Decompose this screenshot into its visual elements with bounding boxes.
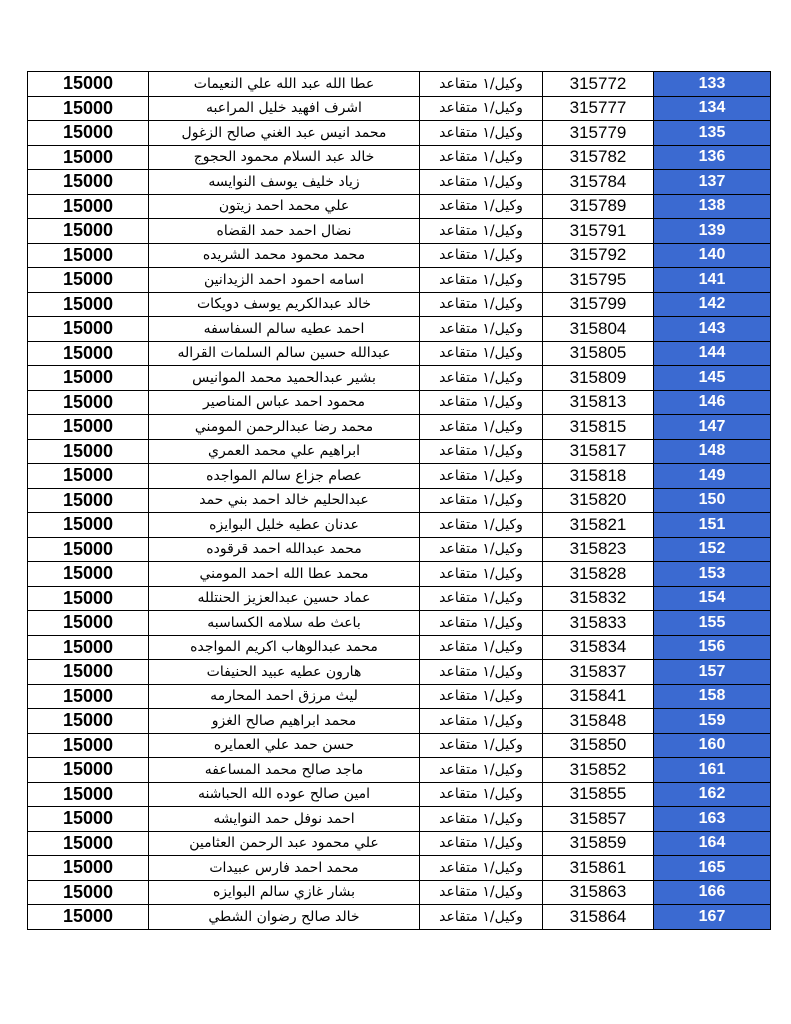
- amount-cell: 15000: [28, 219, 149, 244]
- table-row: [28, 464, 771, 489]
- amount-cell: 15000: [28, 733, 149, 758]
- rank-cell: وكيل/١ متقاعد: [420, 880, 543, 905]
- amount-cell: 15000: [28, 464, 149, 489]
- rank-cell: وكيل/١ متقاعد: [420, 856, 543, 881]
- id-number-cell: 315804: [543, 317, 654, 342]
- table-row: [28, 317, 771, 342]
- sequence-number-cell: 135: [654, 121, 771, 146]
- table-row: [28, 758, 771, 783]
- id-number-cell: 315805: [543, 341, 654, 366]
- name-cell: ماجد صالح محمد المساعفه: [149, 758, 420, 783]
- rank-cell: وكيل/١ متقاعد: [420, 782, 543, 807]
- name-cell: محمد عبدالوهاب اكريم المواجده: [149, 635, 420, 660]
- table-row: [28, 488, 771, 513]
- name-cell: خالد عبد السلام محمود الحجوج: [149, 145, 420, 170]
- amount-cell: 15000: [28, 856, 149, 881]
- id-number-cell: 315813: [543, 390, 654, 415]
- id-number-cell: 315789: [543, 194, 654, 219]
- id-number-cell: 315864: [543, 905, 654, 930]
- sequence-number-cell: 136: [654, 145, 771, 170]
- id-number-cell: 315795: [543, 268, 654, 293]
- table-row: [28, 170, 771, 195]
- rank-cell: وكيل/١ متقاعد: [420, 341, 543, 366]
- table-row: [28, 660, 771, 685]
- id-number-cell: 315857: [543, 807, 654, 832]
- sequence-number-cell: 145: [654, 366, 771, 391]
- table-row: [28, 807, 771, 832]
- amount-cell: 15000: [28, 782, 149, 807]
- sequence-number-cell: 159: [654, 709, 771, 734]
- sequence-number-cell: 141: [654, 268, 771, 293]
- table-row: [28, 831, 771, 856]
- amount-cell: 15000: [28, 831, 149, 856]
- sequence-number-cell: 134: [654, 96, 771, 121]
- sequence-number-cell: 140: [654, 243, 771, 268]
- name-cell: عطا الله عبد الله علي النعيمات: [149, 72, 420, 97]
- id-number-cell: 315792: [543, 243, 654, 268]
- name-cell: محمد عبدالله احمد قرقوده: [149, 537, 420, 562]
- name-cell: نضال احمد حمد القضاه: [149, 219, 420, 244]
- rank-cell: وكيل/١ متقاعد: [420, 684, 543, 709]
- name-cell: محمد ابراهيم صالح الغزو: [149, 709, 420, 734]
- rank-cell: وكيل/١ متقاعد: [420, 366, 543, 391]
- amount-cell: 15000: [28, 170, 149, 195]
- id-number-cell: 315772: [543, 72, 654, 97]
- id-number-cell: 315841: [543, 684, 654, 709]
- sequence-number-cell: 165: [654, 856, 771, 881]
- sequence-number-cell: 148: [654, 439, 771, 464]
- table-row: [28, 72, 771, 97]
- id-number-cell: 315809: [543, 366, 654, 391]
- sequence-number-cell: 144: [654, 341, 771, 366]
- name-cell: هارون عطيه عبيد الحنيفات: [149, 660, 420, 685]
- sequence-number-cell: 167: [654, 905, 771, 930]
- id-number-cell: 315833: [543, 611, 654, 636]
- id-number-cell: 315821: [543, 513, 654, 538]
- name-cell: محمد عطا الله احمد المومني: [149, 562, 420, 587]
- name-cell: علي محمود عبد الرحمن العثامين: [149, 831, 420, 856]
- name-cell: اشرف افهيد خليل المراعبه: [149, 96, 420, 121]
- name-cell: عصام جزاع سالم المواجده: [149, 464, 420, 489]
- rank-cell: وكيل/١ متقاعد: [420, 635, 543, 660]
- name-cell: بشار غازي سالم البوايزه: [149, 880, 420, 905]
- name-cell: محمد انيس عبد الغني صالح الزغول: [149, 121, 420, 146]
- table-row: [28, 366, 771, 391]
- rank-cell: وكيل/١ متقاعد: [420, 905, 543, 930]
- id-number-cell: 315777: [543, 96, 654, 121]
- sequence-number-cell: 157: [654, 660, 771, 685]
- beneficiary-table: [27, 71, 771, 930]
- amount-cell: 15000: [28, 366, 149, 391]
- rank-cell: وكيل/١ متقاعد: [420, 145, 543, 170]
- table-row: [28, 611, 771, 636]
- table-row: [28, 905, 771, 930]
- sequence-number-cell: 161: [654, 758, 771, 783]
- table-row: [28, 219, 771, 244]
- id-number-cell: 315818: [543, 464, 654, 489]
- amount-cell: 15000: [28, 562, 149, 587]
- sequence-number-cell: 133: [654, 72, 771, 97]
- table-row: [28, 537, 771, 562]
- id-number-cell: 315832: [543, 586, 654, 611]
- amount-cell: 15000: [28, 243, 149, 268]
- table-row: [28, 243, 771, 268]
- table-row: [28, 439, 771, 464]
- sequence-number-cell: 154: [654, 586, 771, 611]
- name-cell: خالد عبدالكريم يوسف دويكات: [149, 292, 420, 317]
- rank-cell: وكيل/١ متقاعد: [420, 121, 543, 146]
- table-row: [28, 390, 771, 415]
- amount-cell: 15000: [28, 121, 149, 146]
- table-row: [28, 415, 771, 440]
- id-number-cell: 315782: [543, 145, 654, 170]
- rank-cell: وكيل/١ متقاعد: [420, 243, 543, 268]
- rank-cell: وكيل/١ متقاعد: [420, 268, 543, 293]
- id-number-cell: 315852: [543, 758, 654, 783]
- rank-cell: وكيل/١ متقاعد: [420, 758, 543, 783]
- rank-cell: وكيل/١ متقاعد: [420, 170, 543, 195]
- rank-cell: وكيل/١ متقاعد: [420, 709, 543, 734]
- amount-cell: 15000: [28, 709, 149, 734]
- amount-cell: 15000: [28, 660, 149, 685]
- id-number-cell: 315820: [543, 488, 654, 513]
- rank-cell: وكيل/١ متقاعد: [420, 219, 543, 244]
- id-number-cell: 315834: [543, 635, 654, 660]
- amount-cell: 15000: [28, 586, 149, 611]
- table-row: [28, 96, 771, 121]
- table-row: [28, 586, 771, 611]
- amount-cell: 15000: [28, 611, 149, 636]
- rank-cell: وكيل/١ متقاعد: [420, 488, 543, 513]
- sequence-number-cell: 163: [654, 807, 771, 832]
- amount-cell: 15000: [28, 635, 149, 660]
- name-cell: باعث طه سلامه الكساسبه: [149, 611, 420, 636]
- rank-cell: وكيل/١ متقاعد: [420, 194, 543, 219]
- table-row: [28, 145, 771, 170]
- table-row: [28, 684, 771, 709]
- amount-cell: 15000: [28, 268, 149, 293]
- sequence-number-cell: 152: [654, 537, 771, 562]
- rank-cell: وكيل/١ متقاعد: [420, 807, 543, 832]
- sequence-number-cell: 143: [654, 317, 771, 342]
- sequence-number-cell: 151: [654, 513, 771, 538]
- rank-cell: وكيل/١ متقاعد: [420, 660, 543, 685]
- rank-cell: وكيل/١ متقاعد: [420, 96, 543, 121]
- sequence-number-cell: 146: [654, 390, 771, 415]
- sequence-number-cell: 149: [654, 464, 771, 489]
- sequence-number-cell: 139: [654, 219, 771, 244]
- amount-cell: 15000: [28, 807, 149, 832]
- amount-cell: 15000: [28, 513, 149, 538]
- sequence-number-cell: 137: [654, 170, 771, 195]
- sequence-number-cell: 164: [654, 831, 771, 856]
- amount-cell: 15000: [28, 880, 149, 905]
- id-number-cell: 315784: [543, 170, 654, 195]
- id-number-cell: 315799: [543, 292, 654, 317]
- table-row: [28, 782, 771, 807]
- name-cell: زياد خليف يوسف النوايسه: [149, 170, 420, 195]
- id-number-cell: 315859: [543, 831, 654, 856]
- rank-cell: وكيل/١ متقاعد: [420, 513, 543, 538]
- table-row: [28, 121, 771, 146]
- rank-cell: وكيل/١ متقاعد: [420, 562, 543, 587]
- rank-cell: وكيل/١ متقاعد: [420, 831, 543, 856]
- amount-cell: 15000: [28, 145, 149, 170]
- id-number-cell: 315815: [543, 415, 654, 440]
- amount-cell: 15000: [28, 194, 149, 219]
- id-number-cell: 315823: [543, 537, 654, 562]
- amount-cell: 15000: [28, 341, 149, 366]
- table-row: [28, 856, 771, 881]
- amount-cell: 15000: [28, 758, 149, 783]
- id-number-cell: 315850: [543, 733, 654, 758]
- name-cell: امين صالح عوده الله الحباشنه: [149, 782, 420, 807]
- amount-cell: 15000: [28, 684, 149, 709]
- name-cell: اسامه احمود احمد الزيدانين: [149, 268, 420, 293]
- rank-cell: وكيل/١ متقاعد: [420, 439, 543, 464]
- amount-cell: 15000: [28, 317, 149, 342]
- sequence-number-cell: 160: [654, 733, 771, 758]
- amount-cell: 15000: [28, 96, 149, 121]
- table-row: [28, 733, 771, 758]
- rank-cell: وكيل/١ متقاعد: [420, 537, 543, 562]
- name-cell: بشير عبدالحميد محمد الموانيس: [149, 366, 420, 391]
- sequence-number-cell: 150: [654, 488, 771, 513]
- rank-cell: وكيل/١ متقاعد: [420, 611, 543, 636]
- rank-cell: وكيل/١ متقاعد: [420, 292, 543, 317]
- id-number-cell: 315863: [543, 880, 654, 905]
- amount-cell: 15000: [28, 439, 149, 464]
- name-cell: حسن حمد علي العمايره: [149, 733, 420, 758]
- rank-cell: وكيل/١ متقاعد: [420, 415, 543, 440]
- table-row: [28, 709, 771, 734]
- amount-cell: 15000: [28, 72, 149, 97]
- name-cell: محمد محمود محمد الشريده: [149, 243, 420, 268]
- name-cell: عماد حسين عبدالعزيز الحنتلله: [149, 586, 420, 611]
- name-cell: محمد رضا عبدالرحمن المومني: [149, 415, 420, 440]
- id-number-cell: 315855: [543, 782, 654, 807]
- id-number-cell: 315861: [543, 856, 654, 881]
- id-number-cell: 315791: [543, 219, 654, 244]
- rank-cell: وكيل/١ متقاعد: [420, 317, 543, 342]
- amount-cell: 15000: [28, 390, 149, 415]
- name-cell: عبدالله حسين سالم السلمات القراله: [149, 341, 420, 366]
- id-number-cell: 315817: [543, 439, 654, 464]
- sequence-number-cell: 153: [654, 562, 771, 587]
- rank-cell: وكيل/١ متقاعد: [420, 586, 543, 611]
- table-row: [28, 513, 771, 538]
- table-row: [28, 268, 771, 293]
- sequence-number-cell: 142: [654, 292, 771, 317]
- sequence-number-cell: 138: [654, 194, 771, 219]
- sequence-number-cell: 147: [654, 415, 771, 440]
- sequence-number-cell: 158: [654, 684, 771, 709]
- name-cell: علي محمد احمد زيتون: [149, 194, 420, 219]
- name-cell: ليث مرزق احمد المحارمه: [149, 684, 420, 709]
- rank-cell: وكيل/١ متقاعد: [420, 733, 543, 758]
- name-cell: خالد صالح رضوان الشطي: [149, 905, 420, 930]
- amount-cell: 15000: [28, 537, 149, 562]
- name-cell: احمد عطيه سالم السفاسفه: [149, 317, 420, 342]
- table-row: [28, 562, 771, 587]
- table-row: [28, 635, 771, 660]
- name-cell: محمد احمد فارس عبيدات: [149, 856, 420, 881]
- amount-cell: 15000: [28, 292, 149, 317]
- id-number-cell: 315837: [543, 660, 654, 685]
- name-cell: احمد نوفل حمد النوايشه: [149, 807, 420, 832]
- name-cell: عبدالحليم خالد احمد بني حمد: [149, 488, 420, 513]
- name-cell: ابراهيم علي محمد العمري: [149, 439, 420, 464]
- id-number-cell: 315779: [543, 121, 654, 146]
- sequence-number-cell: 155: [654, 611, 771, 636]
- id-number-cell: 315828: [543, 562, 654, 587]
- id-number-cell: 315848: [543, 709, 654, 734]
- amount-cell: 15000: [28, 488, 149, 513]
- table-row: [28, 341, 771, 366]
- amount-cell: 15000: [28, 905, 149, 930]
- amount-cell: 15000: [28, 415, 149, 440]
- name-cell: عدنان عطيه خليل البوايزه: [149, 513, 420, 538]
- table-row: [28, 880, 771, 905]
- rank-cell: وكيل/١ متقاعد: [420, 72, 543, 97]
- table-row: [28, 292, 771, 317]
- sequence-number-cell: 156: [654, 635, 771, 660]
- table-row: [28, 194, 771, 219]
- name-cell: محمود احمد عباس المناصير: [149, 390, 420, 415]
- rank-cell: وكيل/١ متقاعد: [420, 390, 543, 415]
- table-body: [28, 72, 771, 930]
- sequence-number-cell: 166: [654, 880, 771, 905]
- rank-cell: وكيل/١ متقاعد: [420, 464, 543, 489]
- sequence-number-cell: 162: [654, 782, 771, 807]
